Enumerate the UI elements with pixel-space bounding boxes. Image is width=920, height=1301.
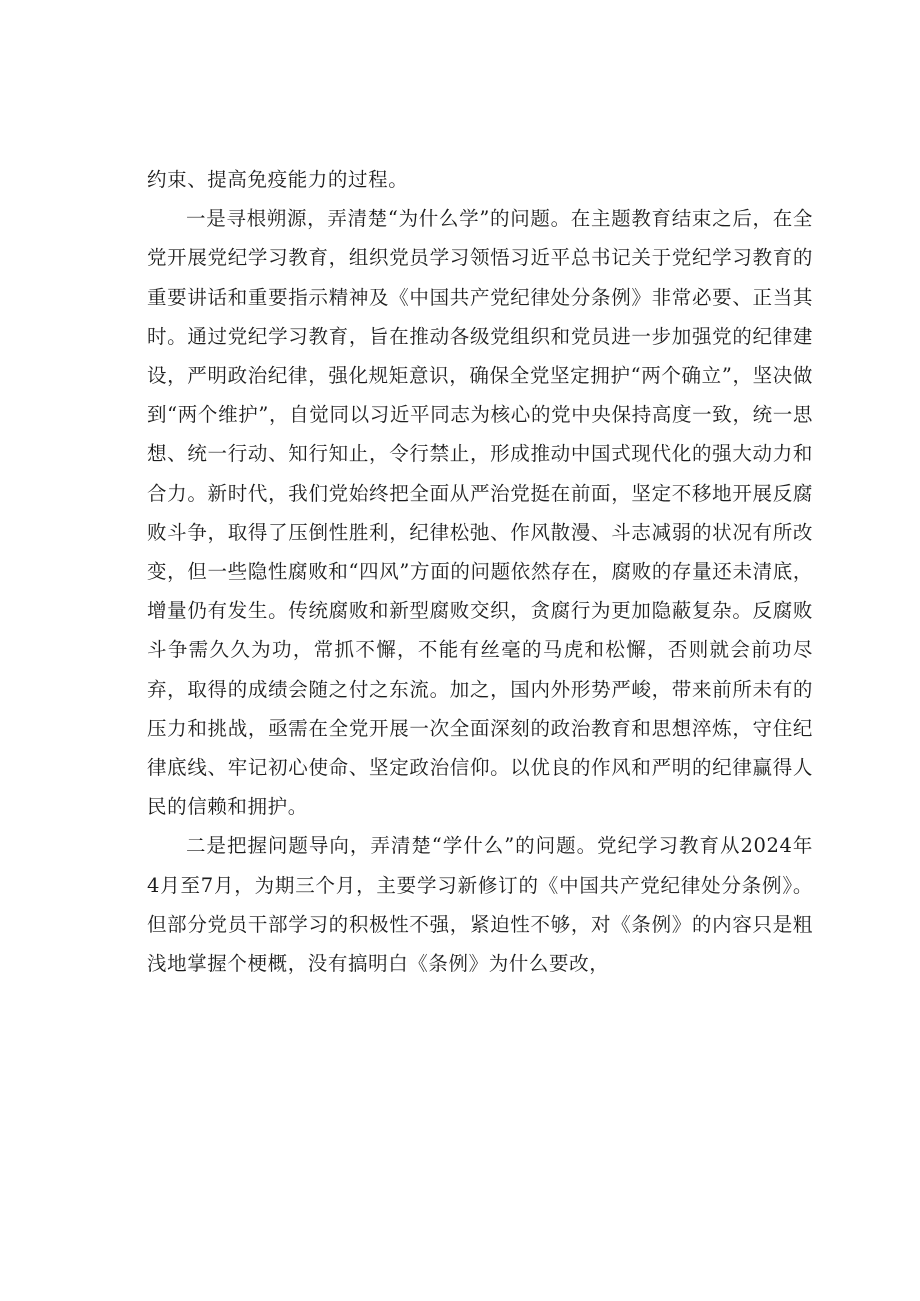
document-body bbox=[147, 160, 813, 983]
paragraph-what-to-learn: 二是把握问题导向，弄清楚“学什么”的问题。党纪学习教育从2024年4月至7月，为期三个月，主要学习新修订的《中国共产党纪律处分条例》。但部分党员干部学习的积极性不强，紧迫性不够，对《条例》的内容只是粗浅地掌握个梗概，没有搞明白《条例》为什么要改， bbox=[147, 834, 813, 976]
paragraph-why-learn: 一是寻根朔源，弄清楚“为什么学”的问题。在主题教育结束之后，在全党开展党纪学习教育，组织党员学习领悟习近平总书记关于党纪学习教育的重要讲话和重要指示精神及《中国共产党纪律处分条例》非常必要、正当其时。通过党纪学习教育，旨在推动各级党组织和党员进一步加强党的纪律建设，严明政治纪律，强化规矩意识，确保全党坚定拥护“两个确立”，坚决做到“两个维护”，自觉同以习近平同志为核心的党中央保持高度一致，统一思想、统一行动、知行知止，令行禁止，形成推动中国式现代化的强大动力和合力。新时代，我们党始终把全面从严治党挺在前面，坚定不移地开展反腐败斗争，取得了压倒性胜利，纪律松弛、作风散漫、斗志减弱的状况有所改变，但一些隐性腐败和“四风”方面的问题依然存在，腐败的存量还未清底，增量仍有发生。传统腐败和新型腐败交织，贪腐行为更加隐蔽复杂。反腐败斗争需久久为功，常抓不懈，不能有丝毫的马虎和松懈，否则就会前功尽弃，取得的成绩会随之付之东流。加之，国内外形势严峻，带来前所未有的压力和挑战，亟需在全党开展一次全面深刻的政治教育和思想淬炼，守住纪律底线、牢记初心使命、坚定政治信仰。以优良的作风和严明的纪律赢得人民的信赖和拥护。 bbox=[147, 207, 813, 819]
paragraph-continuation: 约束、提高免疫能力的过程。 bbox=[147, 168, 409, 191]
